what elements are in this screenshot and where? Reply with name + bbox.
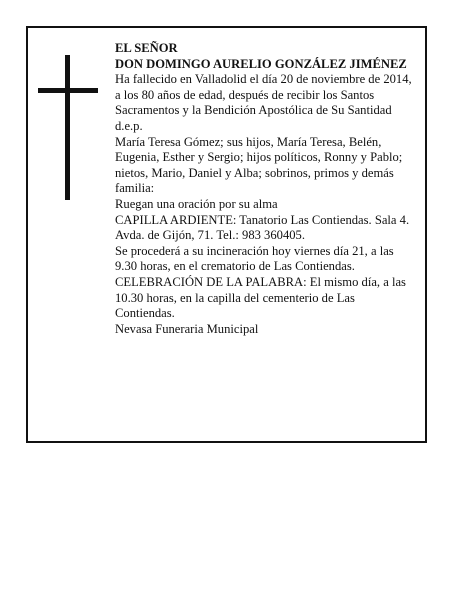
cross-horizontal-bar	[38, 88, 98, 93]
latin-cross-icon	[38, 55, 98, 200]
cross-vertical-bar	[65, 55, 70, 200]
deceased-name: DON DOMINGO AURELIO GONZÁLEZ JIMÉNEZ	[115, 56, 407, 71]
funeral-home: Nevasa Funeraria Municipal	[115, 321, 259, 336]
rip-abbreviation: d.e.p.	[115, 118, 143, 133]
wake-location: CAPILLA ARDIENTE: Tanatorio Las Contiendas. Sala 4. Avda. de Gijón, 71. Tel.: 983 360405.	[115, 212, 410, 243]
death-announcement: Ha fallecido en Valladolid el día 20 de noviembre de 2014, a los 80 años de edad, después de recibir los Santos Sacramentos y la Bendición Apostólica de Su Santidad	[115, 72, 412, 118]
ceremony-info: CELEBRACIÓN DE LA PALABRA: El mismo día, a las 10.30 horas, en la capilla del cementerio de Las Contiendas.	[115, 274, 406, 321]
family-list: María Teresa Gómez; sus hijos, María Teresa, Belén, Eugenia, Esther y Sergio; hijos políticos, Ronny y Pablo; nietos, Mario, Daniel y Alba; sobrinos, primos y demás familia:	[115, 134, 403, 196]
notice-text-block	[115, 41, 415, 337]
prayer-request: Ruegan una oración por su alma	[115, 196, 278, 211]
obituary-notice	[26, 26, 427, 443]
cremation-info: Se procederá a su incineración hoy viernes día 21, a las 9.30 horas, en el crematorio de Las Contiendas.	[115, 243, 394, 274]
deceased-honorific: EL SEÑOR	[115, 41, 178, 55]
